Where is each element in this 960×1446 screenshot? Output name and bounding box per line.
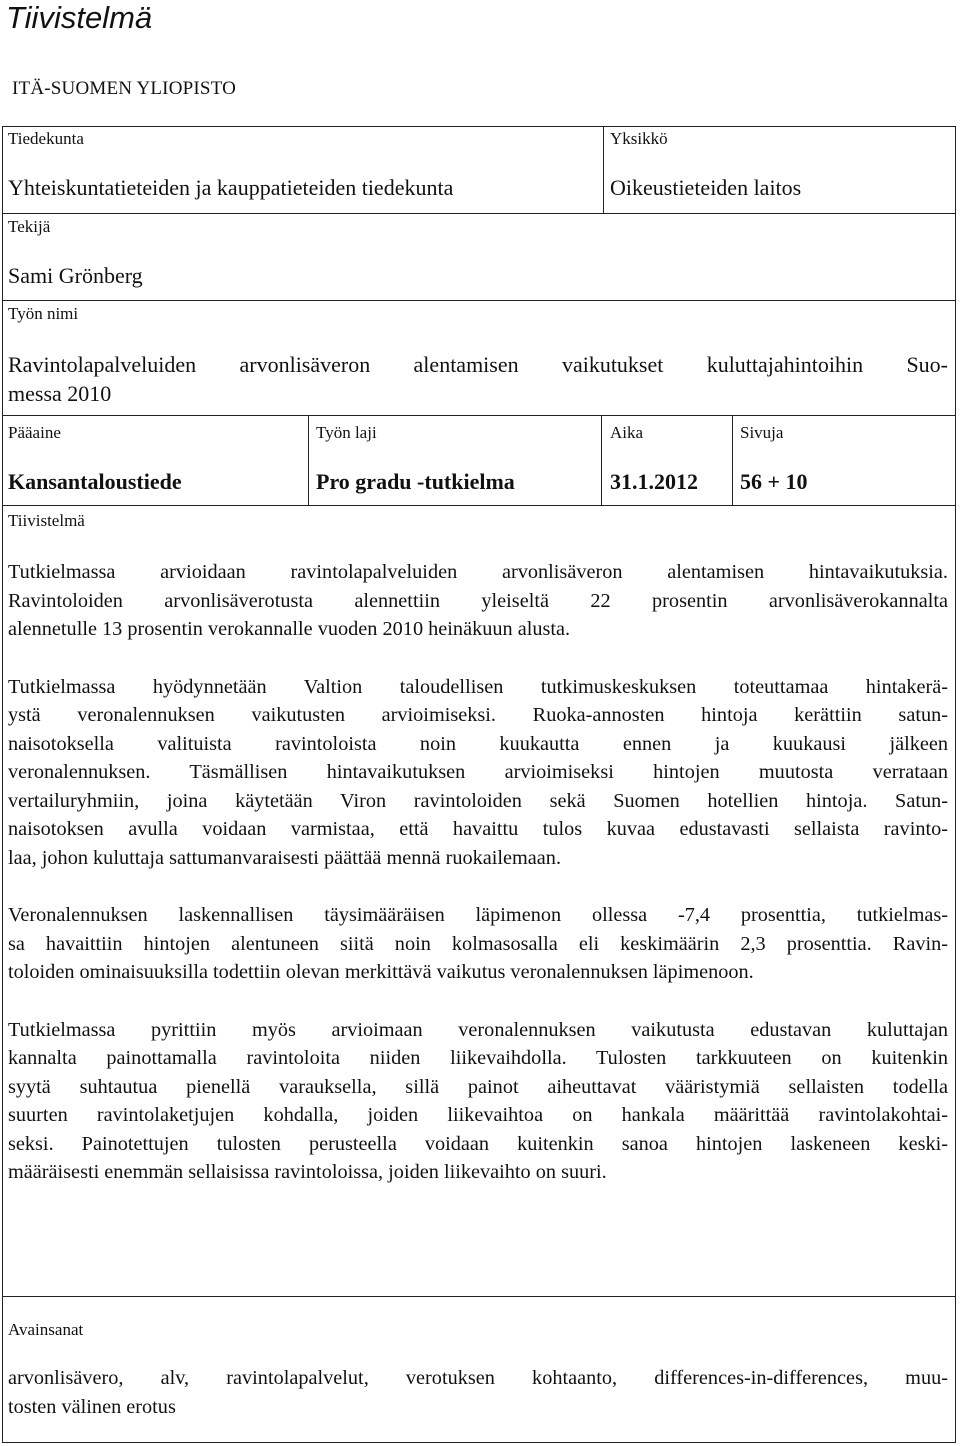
unit-value: Oikeustieteiden laitos xyxy=(610,175,802,200)
divider xyxy=(603,126,604,214)
divider xyxy=(601,415,602,506)
work-type-value: Pro gradu -tutkielma xyxy=(316,469,515,494)
abstract-line: laa, johon kuluttaja sattumanvaraisesti päättää mennä ruokailemaan. xyxy=(8,846,562,869)
author-value: Sami Grönberg xyxy=(8,263,143,288)
author-label: Tekijä xyxy=(8,217,51,236)
abstract-line: Veronalennuksen laskennallisen täysimääräisen läpimenon ollessa -7,4 prosenttia, tutkielmas- xyxy=(8,904,948,926)
abstract-line: Tutkielmassa arvioidaan ravintolapalveluiden arvonlisäveron alentamisen hintavaikutuksia. xyxy=(8,561,948,583)
abstract-line: alennetulle 13 prosentin verokannalle vuoden 2010 heinäkuun alusta. xyxy=(8,618,571,640)
divider xyxy=(2,300,956,301)
abstract-line: naisotoksen avulla voidaan varmistaa, että havaittu tulos kuvaa edustavasti sellaista ravinto- xyxy=(8,818,948,840)
keywords-label: Avainsanat xyxy=(8,1320,84,1339)
abstract-line: Ravintoloiden arvonlisäverotusta alennettiin yleiseltä 22 prosentin arvonlisäverokannalta xyxy=(8,589,948,612)
thesis-title-line: Ravintolapalveluiden arvonlisäveron alentamisen vaikutukset kuluttajahintoihin Suo- xyxy=(8,352,948,377)
abstract-paragraph xyxy=(8,901,948,987)
divider xyxy=(2,415,956,416)
abstract-paragraph xyxy=(8,1016,948,1187)
abstract-paragraph xyxy=(8,558,948,644)
thesis-title-value xyxy=(8,350,948,408)
major-label: Pääaine xyxy=(8,423,61,442)
pages-value: 56 + 10 xyxy=(740,469,808,494)
major-value: Kansantaloustiede xyxy=(8,469,182,494)
abstract-line: suurten ravintolaketjujen kohdalla, joiden liikevaihtoa on hankala määrittää ravintolakohtai- xyxy=(8,1104,948,1126)
divider xyxy=(2,505,956,506)
faculty-label: Tiedekunta xyxy=(8,129,84,148)
pages-label: Sivuja xyxy=(740,423,784,442)
document-title: Tiivistelmä xyxy=(6,0,153,35)
abstract-line: sa havaittiin hintojen alentuneen siitä noin kolmasosalla eli keskimäärin 2,3 prosenttia. Ravin- xyxy=(8,932,948,955)
divider xyxy=(2,1296,956,1297)
abstract-paragraph xyxy=(8,673,948,873)
abstract-body xyxy=(8,558,948,1216)
keywords-value xyxy=(8,1364,948,1422)
keywords-line: tosten välinen erotus xyxy=(8,1396,176,1418)
thesis-title-label: Työn nimi xyxy=(8,304,79,323)
university-name: ITÄ-SUOMEN YLIOPISTO xyxy=(12,78,237,99)
date-label: Aika xyxy=(610,423,644,442)
faculty-value: Yhteiskuntatieteiden ja kauppatieteiden tiedekunta xyxy=(8,175,454,200)
abstract-line: kannalta painottamalla ravintoloita niiden liikevaihdolla. Tulosten tarkkuuteen on kuitenkin xyxy=(8,1047,948,1069)
abstract-line: määräisesti enemmän sellaisissa ravintoloissa, joiden liikevaihto on suuri. xyxy=(8,1161,607,1183)
abstract-line: naisotoksella valituista ravintoloista noin kuukautta ennen ja kuukausi jälkeen xyxy=(8,732,948,755)
divider xyxy=(308,415,309,506)
thesis-title-line: messa 2010 xyxy=(8,381,112,406)
date-value: 31.1.2012 xyxy=(610,469,698,494)
abstract-label: Tiivistelmä xyxy=(8,511,85,530)
abstract-line: vertailuryhmiin, joina käytetään Viron ravintoloiden sekä Suomen hotellien hintoja. Satun- xyxy=(8,789,948,812)
abstract-line: syytä suhtautua pienellä varauksella, sillä painot aiheuttavat vääristymiä sellaisten todella xyxy=(8,1075,948,1098)
divider xyxy=(732,415,733,506)
abstract-line: seksi. Painotettujen tulosten perusteella voidaan kuitenkin sanoa hintojen laskeneen keski- xyxy=(8,1132,948,1155)
abstract-line: Tutkielmassa hyödynnetään Valtion taloudellisen tutkimuskeskuksen toteuttamaa hintakerä- xyxy=(8,675,948,698)
abstract-line: toloiden ominaisuuksilla todettiin olevan merkittävä vaikutus veronalennuksen läpimenoon. xyxy=(8,961,754,983)
abstract-line: veronalennuksen. Täsmällisen hintavaikutuksen arvioimiseksi hintojen muutosta verrataan xyxy=(8,761,948,783)
divider xyxy=(2,213,956,214)
work-type-label: Työn laji xyxy=(316,423,377,442)
unit-label: Yksikkö xyxy=(610,129,668,148)
keywords-line: arvonlisävero, alv, ravintolapalvelut, verotuksen kohtaanto, differences-in-differences, muu- xyxy=(8,1367,948,1389)
abstract-line: Tutkielmassa pyrittiin myös arvioimaan veronalennuksen vaikutusta edustavan kuluttajan xyxy=(8,1018,948,1041)
abstract-line: ystä veronalennuksen vaikutusten arvioimiseksi. Ruoka-annosten hintoja kerättiin satun- xyxy=(8,704,948,726)
